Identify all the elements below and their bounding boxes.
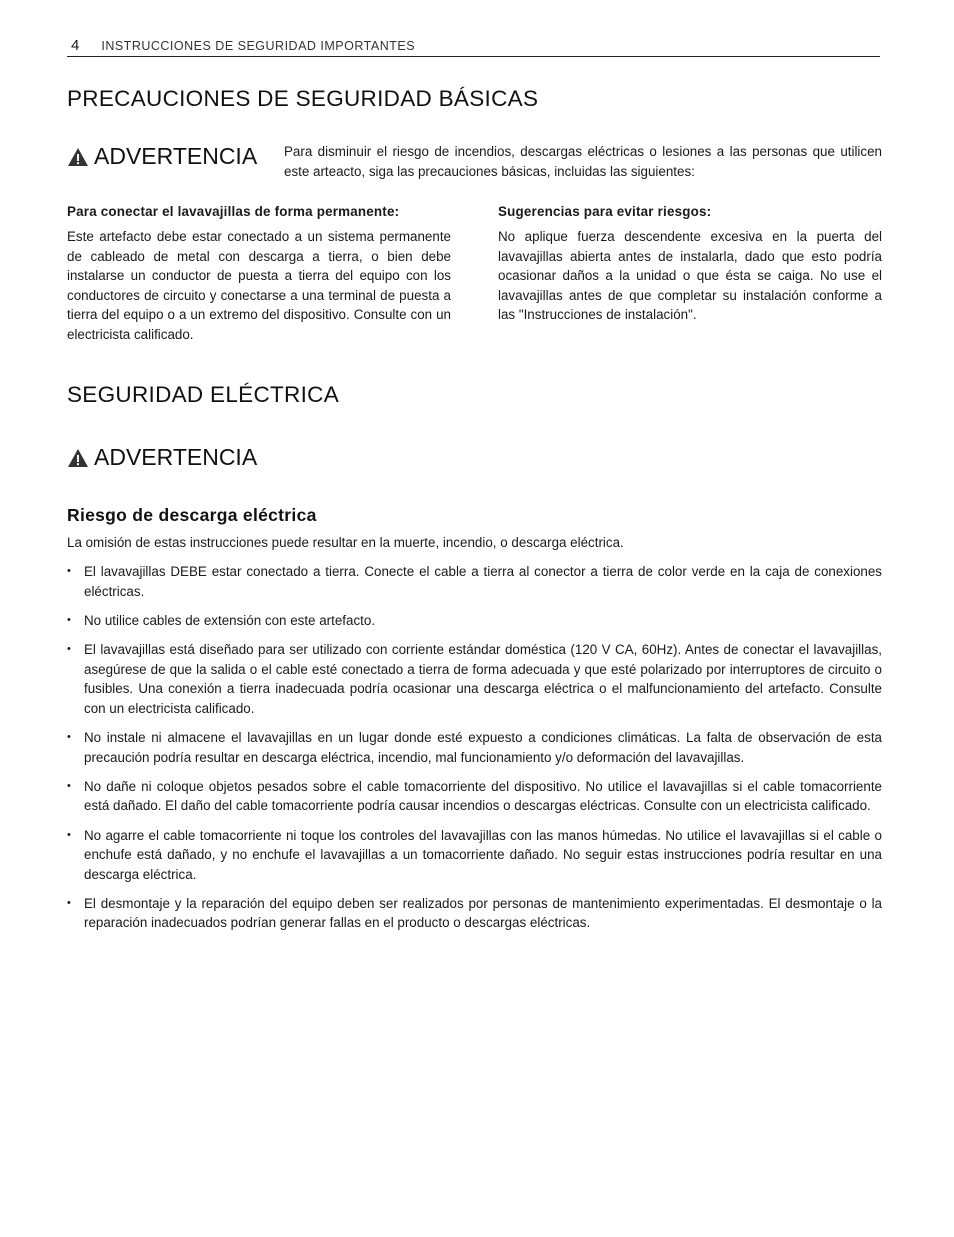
risk-tips-heading: Sugerencias para evitar riesgos: [498, 204, 712, 219]
list-item: • El desmontaje y la reparación del equipo deben ser realizados por personas de mantenimiento experimentadas. El desmontaje o la reparación inadecuados podrían generar fallas en el producto o descargas eléctricas. [67, 895, 882, 931]
shock-risk-heading: Riesgo de descarga eléctrica [67, 505, 317, 525]
bullet-marker: • [67, 828, 71, 841]
warning-triangle-icon [67, 147, 89, 167]
warning-triangle-icon [67, 448, 89, 468]
warning-heading-2 [67, 444, 257, 471]
risk-tips-body: No aplique fuerza descendente excesiva en la puerta del lavavajillas abierta antes de instalarla, dado que esto podría ocasionar daños a la unidad o que ésta se caiga. No use el lavavajillas antes de que completar su instalación conforme a las "Instrucciones de instalación". [498, 229, 882, 323]
page-number: 4 [71, 37, 80, 54]
safety-bullet-list [67, 562, 882, 943]
bullet-marker: • [67, 642, 71, 655]
shock-risk-intro: La omisión de estas instrucciones puede resultar en la muerte, incendio, o descarga eléctrica. [67, 535, 624, 550]
warning-label: ADVERTENCIA [94, 444, 258, 470]
section-title-precauciones: PRECAUCIONES DE SEGURIDAD BÁSICAS [67, 86, 539, 111]
header-title: INSTRUCCIONES DE SEGURIDAD IMPORTANTES [101, 39, 416, 53]
warning-heading-1 [67, 143, 257, 170]
list-item: • No agarre el cable tomacorriente ni toque los controles del lavavajillas con las manos húmedas. No utilice el lavavajillas si el cable o enchufe está dañado, y no enchufe el lavavajillas a un tomacorriente dañado. No seguir estas instrucciones podría resultar en una descarga eléctrica. [67, 827, 882, 882]
section-title-seguridad-electrica: SEGURIDAD ELÉCTRICA [67, 382, 339, 407]
bullet-marker: • [67, 613, 71, 626]
warning-label: ADVERTENCIA [94, 143, 258, 169]
permanent-connection-body: Este artefacto debe estar conectado a un sistema permanente de cableado de metal con descarga a tierra, o bien debe instalarse un conductor de puesta a tierra del equipo con los conductores de circuito y conectarse a una terminal de puesta a tierra del equipo o a un extremo del dispositivo. Consulte con un electricista calificado. [67, 229, 451, 342]
list-item: • El lavavajillas DEBE estar conectado a tierra. Conecte el cable a tierra al conector a tierra de color verde en la caja de conexiones eléctricas. [67, 564, 882, 599]
risk-tips-column [498, 203, 882, 325]
running-header [67, 36, 880, 57]
list-item: • No dañe ni coloque objetos pesados sobre el cable tomacorriente del dispositivo. No utilice el lavavajillas si el cable tomacorriente está dañado. El daño del cable tomacorriente podría causar incendios o descargas eléctricas. Consulte con un electricista calificado. [67, 778, 882, 814]
permanent-connection-column [67, 203, 451, 345]
bullet-marker: • [67, 779, 71, 792]
warning-text: Para disminuir el riesgo de incendios, descargas eléctricas o lesiones a las personas que utilicen este arteacto, siga las precauciones básicas, incluidas las siguientes: [284, 144, 882, 179]
list-item: • No instale ni almacene el lavavajillas en un lugar donde esté expuesto a condiciones climáticas. La falta de observación de esta precaución podría resultar en descarga eléctrica, incendio, mal funcionamiento y/o deformación del lavavajillas. [67, 729, 882, 765]
list-item: • El lavavajillas está diseñado para ser utilizado con corriente estándar doméstica (120 V CA, 60Hz). Antes de conectar el lavavajillas, asegúrese de que la salida o el cable esté conectado a tierra de forma adecuada y que esté polarizado por interruptores de circuito o fusibles. Una conexión a tierra inadecuada podría ocasionar una descarga eléctrica o el malfuncionamiento del artefacto. Consulte con un electricista calificado. [67, 641, 882, 716]
bullet-marker: • [67, 565, 71, 577]
bullet-marker: • [67, 896, 71, 909]
list-item: • No utilice cables de extensión con este artefacto. [67, 611, 882, 631]
bullet-marker: • [67, 730, 71, 743]
permanent-connection-heading: Para conectar el lavavajillas de forma permanente: [67, 204, 400, 219]
